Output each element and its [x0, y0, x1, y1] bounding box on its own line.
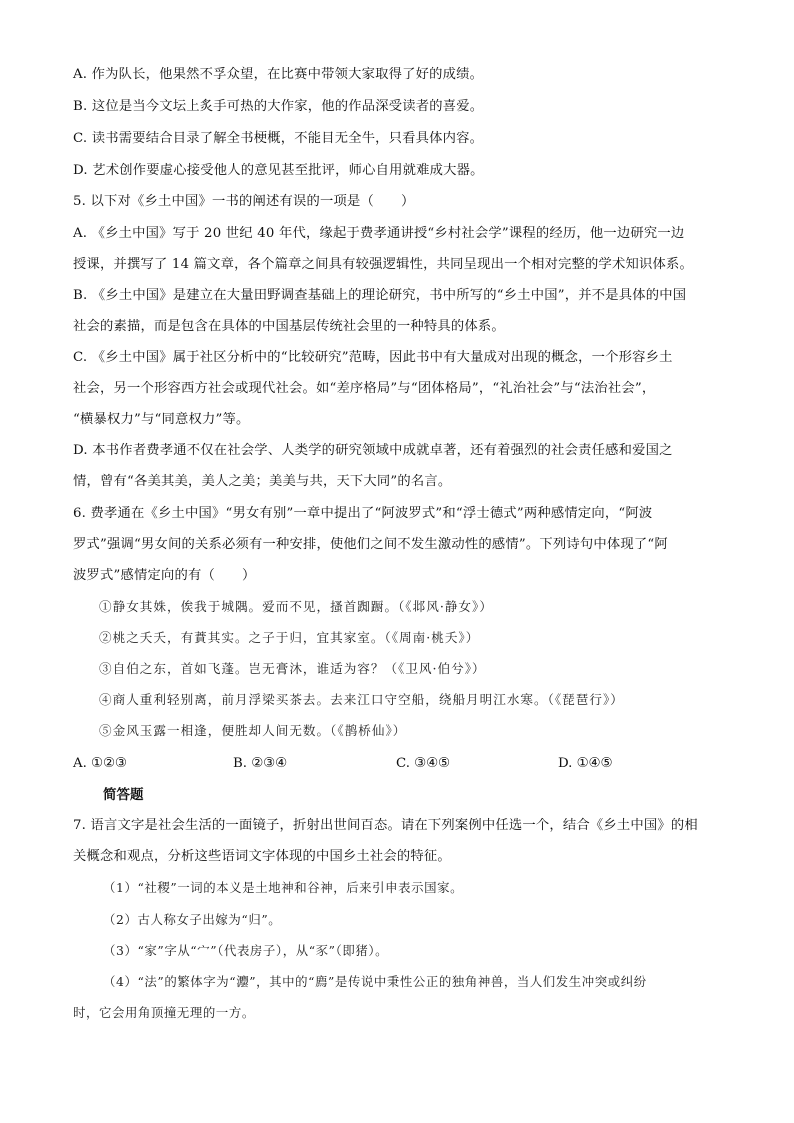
q5-option-c-line2: 社会，另一个形容西方社会或现代社会。如“差序格局”与“团体格局”，“礼治社会”与“法治社会”， [73, 381, 656, 396]
q6-option-d: D. ①④⑤ [558, 756, 613, 771]
option-d: D. 艺术创作要虚心接受他人的意见甚至批评，师心自用就难成大器。 [73, 163, 484, 178]
section-heading: 简答题 [103, 787, 144, 803]
poem-3: ③自伯之东，首如飞蓬。岂无膏沐，谁适为容？（《卫风·伯兮》） [99, 661, 486, 676]
q5-option-c-line3: “横暴权力”与“同意权力”等。 [73, 412, 250, 427]
case-3: （3）“家”字从“宀”（代表房子），从“豕”（即猪）。 [103, 943, 389, 958]
question-7-stem-line1: 7. 语言文字是社会生活的一面镜子，折射出世间百态。请在下列案例中任选一个，结合《乡土中国》的相 [73, 818, 698, 833]
q5-option-a-line2: 授课，并撰写了 14 篇文章，各个篇章之间具有较强逻辑性，共同呈现出一个相对完整的学术知识体系。 [73, 257, 694, 272]
question-6-stem-line3: 波罗式”感情定向的有（ ） [73, 568, 256, 583]
poem-1: ①静女其姝，俟我于城隅。爱而不见，搔首踟蹰。（《邶风·静女》） [99, 599, 493, 614]
q6-option-b: B. ②③④ [233, 756, 287, 771]
q6-option-a: A. ①②③ [73, 756, 127, 771]
poem-2: ②桃之夭夭，有蕡其实。之子于归，宜其家室。（《周南·桃夭》） [99, 630, 480, 645]
option-c: C. 读书需要结合目录了解全书梗概，不能目无全牛，只看具体内容。 [73, 131, 484, 146]
question-5-stem: 5. 以下对《乡土中国》一书的阐述有误的一项是（ ） [73, 194, 415, 209]
q5-option-a-line1: A. 《乡土中国》写于 20 世纪 40 年代，缘起于费孝通讲授“乡村社会学”课程的经历，他一边研究一边 [73, 226, 685, 241]
q5-option-c-line1: C. 《乡土中国》属于社区分析中的“比较研究”范畴，因此书中有大量成对出现的概念，一个形容乡土 [73, 350, 673, 365]
question-6-stem-line2: 罗式”强调“男女间的关系必须有一种安排，使他们之间不发生激动性的感情”。下列诗句中体现了“阿 [73, 537, 668, 552]
q5-option-d-line1: D. 本书作者费孝通不仅在社会学、人类学的研究领域中成就卓著，还有着强烈的社会责任感和爱国之 [73, 443, 673, 458]
q5-option-d-line2: 情，曾有“各美其美，美人之美；美美与共，天下大同”的名言。 [73, 474, 452, 489]
q5-option-b-line1: B. 《乡土中国》是建立在大量田野调查基础上的理论研究，书中所写的“乡土中国”，并不是具体的中国 [73, 288, 687, 303]
option-b: B. 这位是当今文坛上炙手可热的大作家，他的作品深受读者的喜爱。 [73, 99, 484, 114]
case-2: （2）古人称女子出嫁为“归”。 [103, 912, 282, 927]
case-4-line2: 时，它会用角顶撞无理的一方。 [73, 1005, 255, 1020]
question-6-stem-line1: 6. 费孝通在《乡土中国》“男女有别”一章中提出了“阿波罗式”和“浮士德式”两种感情定向，“阿波 [73, 506, 653, 521]
poem-5: ⑤金风玉露一相逢，便胜却人间无数。（《鹊桥仙》） [99, 723, 407, 738]
option-a: A. 作为队长，他果然不孚众望，在比赛中带领大家取得了好的成绩。 [73, 67, 484, 82]
poem-4: ④商人重利轻别离，前月浮梁买茶去。去来江口守空船，绕船月明江水寒。（《琵琶行》） [99, 692, 624, 707]
case-1: （1）“社稷”一词的本义是土地神和谷神，后来引申表示国家。 [103, 880, 464, 895]
case-4-line1: （4）“法”的繁体字为“灋”，其中的“廌”是传说中秉性公正的独角神兽，当人们发生冲突或纠纷 [103, 974, 647, 989]
question-7-stem-line2: 关概念和观点，分析这些语词文字体现的中国乡土社会的特征。 [73, 849, 451, 864]
q6-option-c: C. ③④⑤ [396, 756, 450, 771]
q5-option-b-line2: 社会的素描，而是包含在具体的中国基层传统社会里的一种特具的体系。 [73, 319, 505, 334]
